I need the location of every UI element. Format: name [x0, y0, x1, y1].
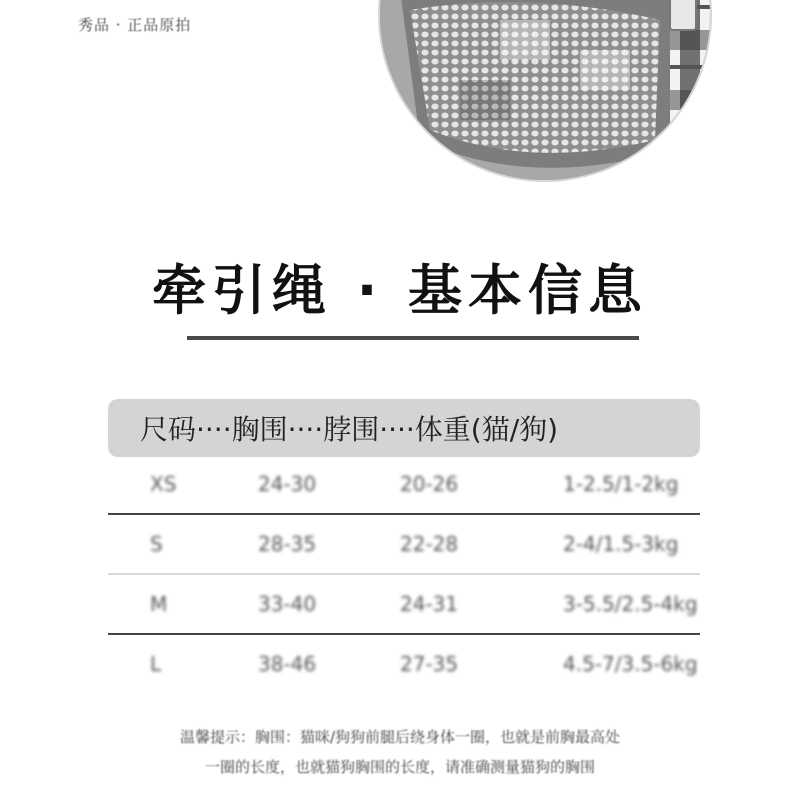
weight-cell: 4.5-7/3.5-6kg: [563, 652, 698, 676]
weight-cell: 1-2.5/1-2kg: [563, 472, 679, 496]
title-underline: [187, 336, 639, 340]
table-row: [108, 640, 700, 688]
section-title: 牵引绳 · 基本信息: [151, 259, 649, 322]
size-cell: XS: [150, 472, 177, 496]
chest-cell: 24-30: [258, 472, 317, 496]
harness-mesh-photo: [380, 0, 710, 180]
measurement-tip-line1: 温馨提示：胸围：猫咪/狗狗前腿后绕身体一圈，也就是前胸最高处: [179, 728, 621, 746]
row-divider: [108, 633, 700, 635]
neck-cell: 24-31: [400, 592, 459, 616]
size-table-header: [108, 399, 700, 457]
table-row: [108, 460, 700, 508]
neck-cell: 27-35: [400, 652, 459, 676]
chest-cell: 38-46: [258, 652, 317, 676]
weight-cell: 3-5.5/2.5-4kg: [563, 592, 698, 616]
size-table: [108, 460, 700, 688]
neck-cell: 22-28: [400, 532, 459, 556]
photo-caption: 秀品 · 正品原拍: [78, 16, 192, 34]
row-divider: [108, 513, 700, 515]
size-cell: L: [150, 652, 162, 676]
row-divider: [108, 573, 700, 575]
table-row: [108, 520, 700, 568]
chest-cell: 28-35: [258, 532, 317, 556]
size-cell: S: [150, 532, 163, 556]
table-row: [108, 580, 700, 628]
weight-cell: 2-4/1.5-3kg: [563, 532, 679, 556]
chest-cell: 33-40: [258, 592, 317, 616]
size-cell: M: [150, 592, 168, 616]
size-table-header-text: 尺码····胸围····脖围····体重(猫/狗): [140, 413, 559, 446]
measurement-tip-line2: 一圈的长度，也就猫狗胸围的长度，请准确测量猫狗的胸围: [204, 758, 595, 776]
neck-cell: 20-26: [400, 472, 459, 496]
